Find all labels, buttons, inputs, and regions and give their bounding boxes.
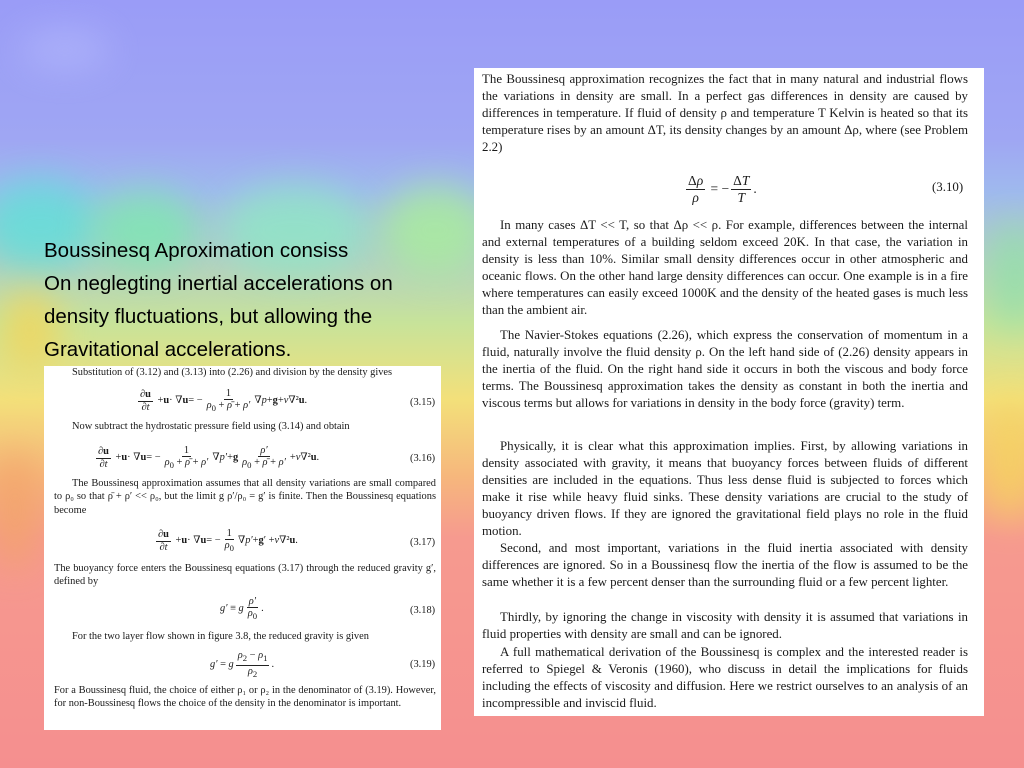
paragraph: For the two layer flow shown in figure 3.8, the reduced gravity is given	[72, 631, 369, 642]
equation-number: (3.10)	[932, 180, 964, 194]
equation: g′ = g $\frac{\rho_2 - \rho_1}{\rho_2}$ .	[210, 650, 275, 679]
equation-number: (3.15)	[410, 397, 436, 408]
equation: g′ ≡ g $\frac{\rho'}{\rho_0}$ .	[220, 595, 264, 622]
equation: $\frac{\partial u}{\partial t}$ + u · ∇ u = − $\frac{1}{\rho_0}$ ∇ p′ + g ′ + ν ∇² u .	[158, 527, 298, 554]
equation: $\frac{\partial u}{\partial t}$ + u · ∇ u = − $\frac{1}{\rho_0 + \rhō + \rho'}$ ∇ p′ + g $\frac{\rho'}{\rho_0 + \rhō + \rho'}$ + ν ∇² u .	[98, 444, 320, 471]
boussinesq-excerpt	[474, 68, 984, 716]
paragraph: In many cases ΔT << T, so that Δρ << ρ. For example, differences between the internal and external temperatures of a building seldom exceed 20K. In that case, the variation in density is less than 10%. Similar small density differences occur in other atmospheric and oceanic flows. On the other hand large density differences can occur. One example is in a fire where temperatures can easily exceed 1000K and the density of the heated gases is much less than the ambient air.	[482, 218, 968, 318]
slide-line: Gravitational accelerations.	[44, 338, 292, 361]
equation-number: (3.19)	[410, 659, 436, 670]
slide-line: density fluctuations, but allowing the	[44, 305, 373, 328]
paragraph: The buoyancy force enters the Boussinesq equations (3.17) through the reduced gravity g′, defined by	[54, 563, 436, 588]
equations-excerpt	[44, 366, 441, 730]
equation-number: (3.16)	[410, 453, 436, 464]
paragraph: Second, and most important, variations in the fluid inertia associated with density differences are ignored. So in a Boussinesq flow the inertia of the flow is assumed to be the same whether it is a few percent denser than the surrounding fluid or a few percent lighter.	[482, 541, 968, 590]
equation-number: (3.18)	[410, 605, 436, 616]
paragraph: For a Boussinesq fluid, the choice of either ρ₁ or ρ₂ in the denominator of (3.19). However, for non-Boussinesq flows the choice of the density in the denominator is important.	[54, 685, 436, 710]
equation: $\frac{\partial u}{\partial t}$ + u · ∇ u = − $\frac{1}{\rho_0 + \rhō + \rho'}$ ∇ p + g + ν ∇² u .	[140, 387, 308, 414]
paragraph: Physically, it is clear what this approximation implies. First, by allowing variations in density associated with gravity, it means that buoyancy forces between fluids of different densities are included in the equations. Thus less dense fluid is subjected to forces which make it rise while heavy fluid sinks. These density variations are crucial to the study of buoyancy driven flows. If they are ignored the gravitational field plays no role in the fluid motion.	[482, 439, 968, 539]
equation-number: (3.17)	[410, 537, 436, 548]
paragraph: The Navier-Stokes equations (2.26), which express the conservation of momentum in a fluid, naturally involve the fluid density ρ. On the left hand side of (2.26) density appears in the inertia of the fluid. On the right hand side it occurs in both the viscous and body force terms. The Boussinesq approximation takes the density as constant in both the inertia and viscous terms but allows for variations in density in the body force (gravity) term.	[482, 328, 968, 411]
paragraph: A full mathematical derivation of the Boussinesq is complex and the interested reader is referred to Spiegel & Veronis (1960), who discuss in detail the implications for fluids including the effects of viscosity and diffusion. Here we restrict ourselves to an analysis of an incompressible and inviscid fluid.	[482, 645, 968, 711]
paragraph: Thirdly, by ignoring the change in viscosity with density it is assumed that variations in fluid properties with density are small and can be ignored.	[482, 610, 968, 642]
slide-line: On neglegting inertial accelerations on	[44, 272, 393, 295]
paragraph: Substitution of (3.12) and (3.13) into (2.26) and division by the density gives	[72, 367, 393, 378]
equation: $\frac{\Delta\rho}{\rho}$ = − $\frac{\Delta T}{T}$ .	[688, 172, 757, 205]
paragraph: The Boussinesq approximation assumes that all density variations are small compared to ρ₀ so that ρ̄ + ρ′ << ρ₀, but the limit g ρ′/ρ₀ = g′ is finite. Then the Boussinesq equations become	[54, 478, 436, 516]
paragraph: Now subtract the hydrostatic pressure field using (3.14) and obtain	[72, 421, 350, 432]
slide-line: Boussinesq Aproximation consiss	[44, 239, 349, 262]
paragraph: The Boussinesq approximation recognizes the fact that in many natural and industrial flows the variations in density are small. In a perfect gas differences in density are caused by differences in temperature. If fluid of density ρ and temperature T Kelvin is heated so that its temperature rises by an amount ΔT, its density changes by an amount Δρ, where (see Problem 2.2)	[482, 72, 968, 155]
slide-body-text	[44, 234, 454, 366]
